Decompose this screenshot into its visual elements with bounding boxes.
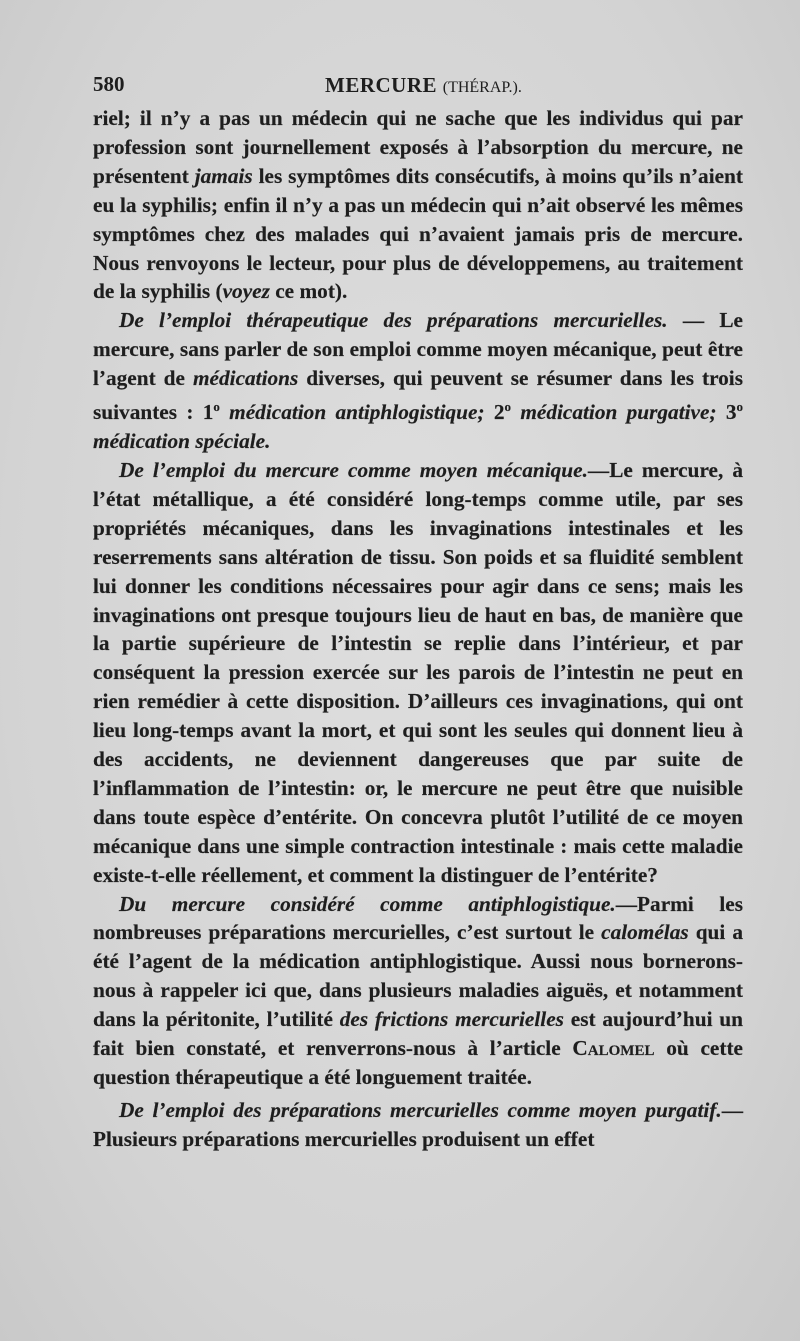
text-run: qui a été l’agent de la médication antiphlogistique. Aussi nous bornerons-nous à rappeler ici que, dans plusieurs maladies aiguës, et notamment dans la péritonite, l’utilité [93,920,744,1032]
text-run: où cette question thérapeutique a été longuement traitée. [93,1036,743,1089]
italic-run: De l’emploi des préparations mercurielles comme moyen purgatif. [119,1097,722,1122]
text-run: ce mot). [269,279,348,304]
small-caps-run: Calomel [572,1036,655,1061]
italic-run: calomélas [601,920,689,945]
text-run [220,400,229,424]
italic-run: jamais [194,163,253,188]
superscript: o [504,399,512,415]
running-header [93,72,743,106]
paragraph-mechanical-use [93,456,743,890]
text-run [511,400,520,424]
text-run: les symptômes dits consécutifs, à moins qu’ils n’aient eu la syphilis; enfin il n’y a pas un médecin qui n’ait observé les mêmes symptômes chez des malades qui n’avaient jamais pris de mercure. Nous renvoyons le lecteur, pour plus de développemens, au traitement de la syphilis ( [93,163,743,304]
text-run: riel; il n’y a pas un médecin qui ne sache que les individus qui par profession sont journellement exposés à l’absorption du mercure, ne présentent [93,106,743,188]
italic-run: De l’emploi du mercure comme moyen mécanique. [119,457,588,482]
text-run: —Le mercure, à l’état métallique, a été considéré long-temps comme utile, par ses propriétés mécaniques, dans les invaginations intestinales et les reserrements sans altération de tissu. Son poids et sa fluidité semblent lui donner les conditions nécessaires pour agir dans ce sens; mais les invaginations ont presque toujours lieu de haut en bas, de manière que la partie supérieure de l’intestin se replie dans l’intérieur, et par conséquent la pression exercée sur les parois de l’intestin ne peut en rien remédier à cette disposition. D’ailleurs ces invaginations, qui ont lieu long-temps avant la mort, et qui sont les seules qui donnent lieu à des accidents, ne deviennent dangereuses que par suite de l’inflammation de l’intestin: or, le mercure ne peut être que nuisible dans toute espèce d’entérite. On concevra plutôt l’utilité de ce moyen mécanique dans une simple contraction intestinale : mais cette maladie existe-t-elle réellement, et comment la distinguer de l’entérite? [93,457,744,887]
text-run: 3 [716,400,737,425]
italic-run: De l’emploi thérapeutique des préparations mercurielles. [119,308,668,333]
italic-run: voyez [222,279,270,304]
paragraph-antiphlogistic [93,890,743,1092]
body-text [93,104,743,1154]
running-subtitle: (THÉRAP.). [442,79,522,96]
italic-run: des frictions mercurielles [339,1007,564,1032]
page-number: 580 [93,72,125,96]
text-run: est aujourd’hui un fait bien constaté, et renverrons-nous à l’article [93,1007,743,1061]
italic-run: médication spéciale. [93,429,271,454]
paragraph-therapeutic-use [93,306,743,456]
text-run: —Plusieurs préparations mercurielles produisent un effet [93,1097,743,1151]
text-run: 2 [484,400,505,425]
paragraph-purgative [93,1096,743,1154]
superscript: o [736,399,743,415]
text-run: —Parmi les nombreuses préparations mercurielles, c’est surtout le [93,891,743,945]
running-title-text: MERCURE [325,73,437,97]
text-run: — Le mercure, sans parler de son emploi comme moyen mécanique, peut être l’agent de [93,308,743,391]
text-run: diverses, qui peuvent se résumer dans les trois suivantes : 1 [93,366,744,425]
running-title [325,73,522,98]
italic-run: médications [192,366,299,391]
superscript: o [213,399,220,415]
italic-run: Du mercure considéré comme antiphlogistique. [119,891,616,916]
italic-run: médication antiphlogistique; [229,400,485,425]
italic-run: médication purgative; [520,400,717,425]
paragraph-continuation [93,104,743,306]
